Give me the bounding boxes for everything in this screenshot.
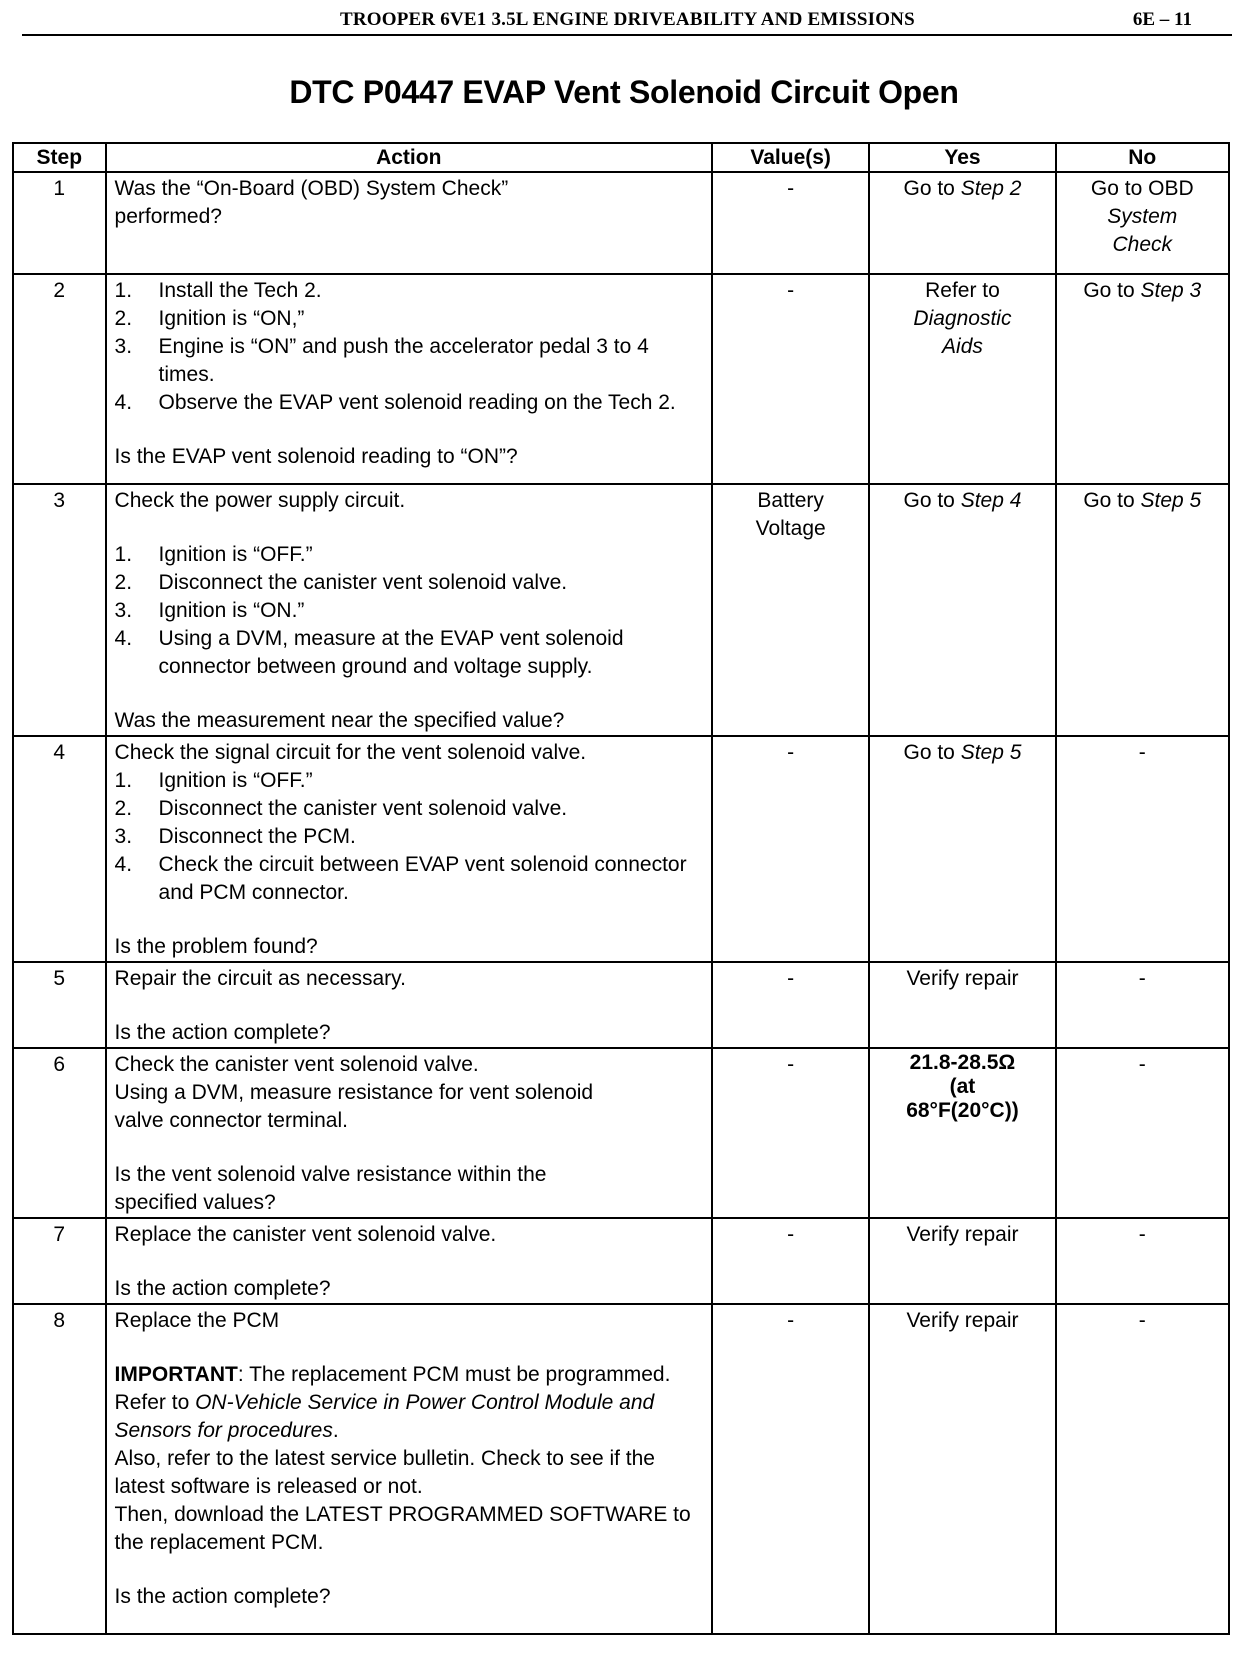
step-number: 1	[13, 172, 106, 274]
value-cell: -	[712, 736, 869, 962]
value-cell: -	[712, 1048, 869, 1218]
no-cell: -	[1056, 1218, 1229, 1304]
action-cell	[106, 274, 712, 484]
diagnostic-table	[12, 142, 1230, 1635]
question: Is the problem found?	[114, 935, 318, 958]
no-cell: Go to Step 3	[1056, 274, 1229, 484]
question: Is the vent solenoid valve resistance within the	[114, 1163, 547, 1186]
step-number: 6	[13, 1048, 106, 1218]
no-cell: -	[1056, 1304, 1229, 1634]
list-item: 1. Ignition is “OFF.”	[114, 543, 313, 566]
table-row	[13, 962, 1229, 1048]
list-item: 3. Ignition is “ON.”	[114, 599, 305, 622]
procedure-list	[115, 277, 703, 417]
step-number: 4	[13, 736, 106, 962]
step-link: Step 4	[960, 489, 1022, 512]
action-cell: Was the “On-Board (OBD) System Check” performed?	[106, 172, 712, 274]
step-link: Step 5	[960, 741, 1022, 764]
column-header-yes: Yes	[869, 143, 1055, 172]
service-reference: ON-Vehicle Service in Power Control Module and Sensors for procedures	[114, 1391, 655, 1442]
table-row	[13, 1048, 1229, 1218]
list-item: 2. Disconnect the canister vent solenoid valve.	[114, 797, 568, 820]
list-item: 4. Using a DVM, measure at the EVAP vent solenoid connector between ground and voltage supply.	[114, 627, 624, 678]
page-title: DTC P0447 EVAP Vent Solenoid Circuit Open	[289, 74, 959, 110]
yes-cell: Verify repair	[869, 1218, 1055, 1304]
step-number: 8	[13, 1304, 106, 1634]
yes-cell: Go to Step 4	[869, 484, 1055, 736]
action-cell: Check the signal circuit for the vent solenoid valve. 1. Ignition is “OFF.” 2. Disconnect the canister vent solenoid valve. 3. Disconnect the PCM. 4. Check the circuit between EVAP vent solenoid connector and PCM connector. Is the problem found?	[106, 736, 712, 962]
table-row	[13, 1218, 1229, 1304]
page-header	[22, 0, 1232, 36]
important-note: IMPORTANT: The replacement PCM must be programmed.	[114, 1363, 671, 1386]
list-item: 3. Engine is “ON” and push the accelerator pedal 3 to 4 times.	[114, 335, 649, 386]
yes-cell: Go to Step 2	[869, 172, 1055, 274]
column-header-action: Action	[106, 143, 712, 172]
no-cell: -	[1056, 1048, 1229, 1218]
diagnostic-aids-link: Diagnostic	[913, 307, 1012, 330]
value-cell: -	[712, 172, 869, 274]
action-cell: Repair the circuit as necessary. Is the action complete?	[106, 962, 712, 1048]
action-cell: Check the power supply circuit. 1. Ignition is “OFF.” 2. Disconnect the canister vent solenoid valve. 3. Ignition is “ON.” 4. Using a DVM, measure at the EVAP vent solenoid connector between ground and voltage supply. Was the measurement near the specified value?	[106, 484, 712, 736]
list-item: 2. Ignition is “ON,”	[114, 307, 305, 330]
column-header-no: No	[1056, 143, 1229, 172]
value-cell: -	[712, 1218, 869, 1304]
table-row	[13, 172, 1229, 274]
step-number: 7	[13, 1218, 106, 1304]
yes-cell: Verify repair	[869, 962, 1055, 1048]
obd-check-link: System	[1107, 205, 1178, 228]
question: Is the action complete?	[114, 1585, 331, 1608]
list-item: 1. Ignition is “OFF.”	[114, 769, 313, 792]
step-number: 2	[13, 274, 106, 484]
value-cell: -	[712, 274, 869, 484]
value-cell: Battery Voltage	[712, 484, 869, 736]
step-number: 3	[13, 484, 106, 736]
action-cell: Replace the PCM IMPORTANT: The replacement PCM must be programmed. Refer to ON-Vehicle Service in Power Control Module and Sensors for procedures. Also, refer to the latest service bulletin. Check to see if the latest software is released or not. Then, download the LATEST PROGRAMMED SOFTWARE to the replacement PCM. Is the action complete?	[106, 1304, 712, 1634]
no-cell: -	[1056, 962, 1229, 1048]
yes-cell: Refer to Diagnostic Aids	[869, 274, 1055, 484]
column-header-values: Value(s)	[712, 143, 869, 172]
yes-cell: 21.8-28.5Ω (at 68°F(20°C))	[869, 1048, 1055, 1218]
question: Is the action complete?	[114, 1021, 331, 1044]
step-link: Step 3	[1140, 279, 1202, 302]
resistance-spec: 21.8-28.5Ω	[909, 1051, 1016, 1074]
action-cell: Replace the canister vent solenoid valve. Is the action complete?	[106, 1218, 712, 1304]
step-link: Step 5	[1140, 489, 1202, 512]
column-header-step: Step	[13, 143, 106, 172]
question: Is the action complete?	[114, 1277, 331, 1300]
table-header-row	[13, 143, 1229, 172]
question: Is the EVAP vent solenoid reading to “ON”?	[114, 445, 518, 468]
manual-section-title: TROOPER 6VE1 3.5L ENGINE DRIVEABILITY AND EMISSIONS	[340, 9, 915, 30]
step-link: Step 2	[960, 177, 1022, 200]
value-cell: -	[712, 962, 869, 1048]
list-item: 1. Install the Tech 2.	[114, 279, 322, 302]
yes-cell: Go to Step 5	[869, 736, 1055, 962]
action-cell: Check the canister vent solenoid valve. Using a DVM, measure resistance for vent solenoid valve connector terminal. Is the vent solenoid valve resistance within the specified values?	[106, 1048, 712, 1218]
question: Was the measurement near the specified value?	[114, 709, 565, 732]
yes-cell: Verify repair	[869, 1304, 1055, 1634]
procedure-list	[115, 767, 703, 907]
page-number: 6E – 11	[1132, 9, 1192, 30]
list-item: 4. Observe the EVAP vent solenoid reading on the Tech 2.	[114, 391, 676, 414]
no-cell: -	[1056, 736, 1229, 962]
table-row	[13, 484, 1229, 736]
procedure-list	[115, 541, 703, 681]
list-item: 2. Disconnect the canister vent solenoid valve.	[114, 571, 568, 594]
table-row	[13, 736, 1229, 962]
table-row	[13, 274, 1229, 484]
table-row	[13, 1304, 1229, 1634]
no-cell: Go to OBD System Check	[1056, 172, 1229, 274]
step-number: 5	[13, 962, 106, 1048]
list-item: 4. Check the circuit between EVAP vent solenoid connector and PCM connector.	[114, 853, 687, 904]
value-cell: -	[712, 1304, 869, 1634]
no-cell: Go to Step 5	[1056, 484, 1229, 736]
list-item: 3. Disconnect the PCM.	[114, 825, 356, 848]
